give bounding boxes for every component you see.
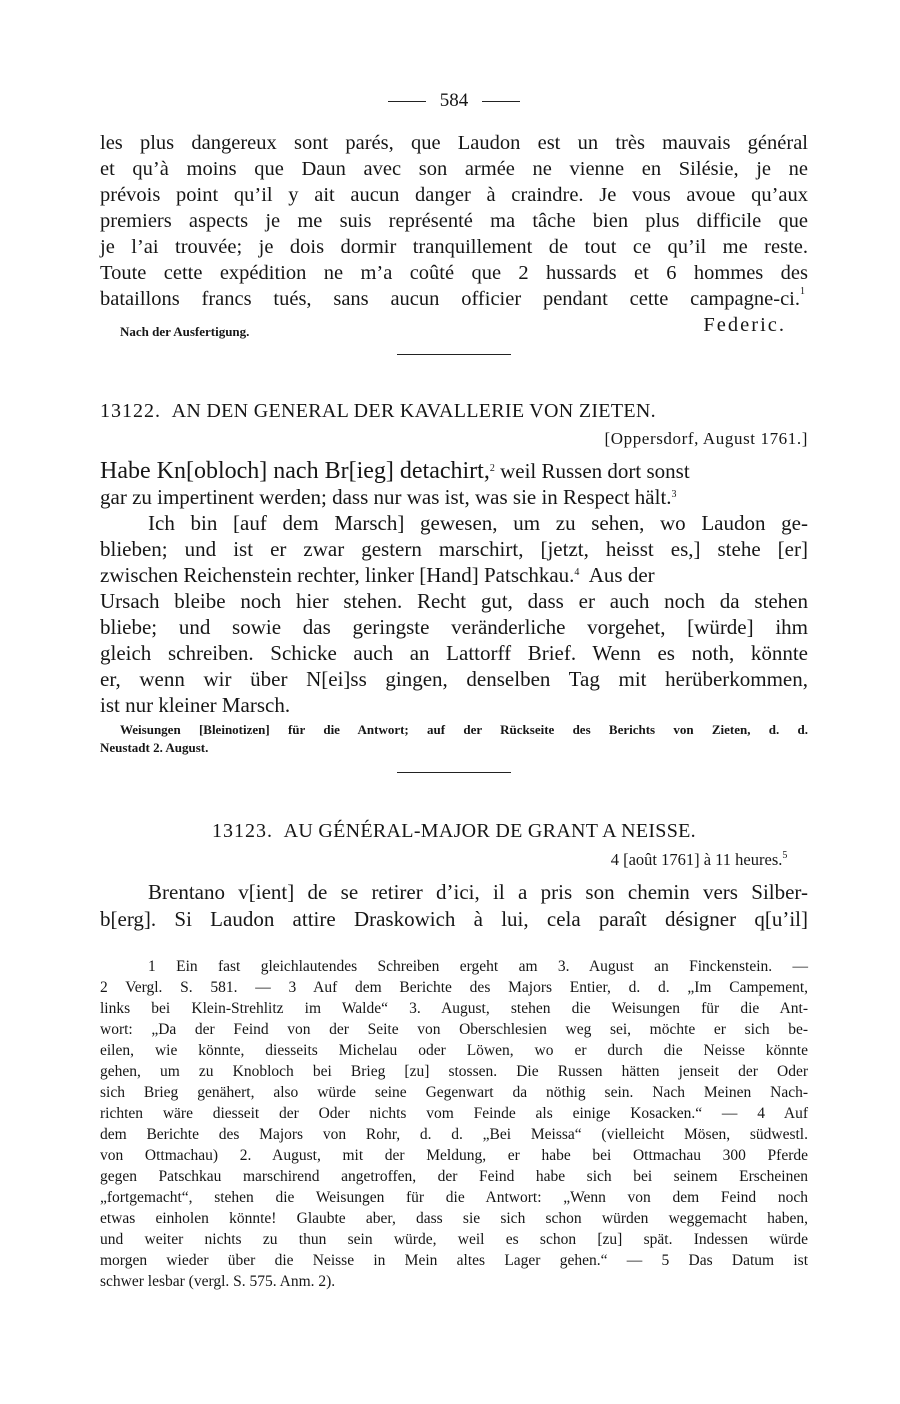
footnote-line: dem Berichte des Majors von Rohr, d. d. „Bei Meissa“ (vielleicht Mösen, südwestl. [100,1126,808,1143]
footnote-line: von Ottmachau) 2. August, mit der Meldung, er habe bei Ottmachau 300 Pferde [100,1147,808,1164]
header-dash-right [482,101,520,102]
letter-number: 13123. [212,820,273,842]
letter2-line: bliebe; und sowie das geringste veränderliche vorgehet, [würde] ihm [100,615,808,639]
letter-heading [100,400,808,423]
letter1-line: et qu’à moins que Daun avec son armée ne vienne en Silésie, je ne [100,158,808,180]
letter1-line: les plus dangereux sont parés, que Laudon est un très mauvais général [100,132,808,154]
footnote-ref: 3 [671,489,677,500]
source-note: Weisungen [Bleinotizen] für die Antwort; auf der Rückseite des Berichts von Zieten, d. d. [120,722,808,737]
page-number-header [100,90,808,112]
source-note: Neustadt 2. August. [100,740,209,755]
footnote-ref: 4 [574,567,580,578]
letter2-text: weil Russen dort sonst [494,459,690,483]
footnote-line: eilen, wie könnte, diesseits Michelau oder Löwen, wo er durch die Neisse könnte [100,1042,808,1059]
letter-number: 13122. [100,400,161,422]
letter3-text: Brentano v[ient] de se retirer d’ici, il a pris son chemin vers Silber- [148,880,808,904]
letter3-line [148,880,808,905]
letter2-text: Aus der [579,563,655,587]
letter1-line: Toute cette expédition ne m’a coûté que 2 hussards et 6 hommes des [100,262,808,284]
footnote-line: sich Brieg genähert, also würde seine Gegenwart da nöthig sein. Nach Meinen Nach- [100,1084,808,1101]
header-dash-left [388,101,426,102]
footnote-line: „fortgemacht“, stehen die Weisungen für die Antwort: „Wenn von dem Feind noch [100,1189,808,1206]
letter1-line: je l’ai trouvée; je dois dormir tranquillement de tout ce qu’il me reste. [100,236,808,258]
letter3-line: b[erg]. Si Laudon attire Draskowich à lui, cela paraît désigner q[u’il] [100,907,808,931]
letter2-line: Ich bin [auf dem Marsch] gewesen, um zu sehen, wo Laudon ge- [148,511,808,535]
letter-title: AU GÉNÉRAL-MAJOR DE GRANT A NEISSE. [283,820,696,842]
letter1-line: premiers aspects je me suis représenté ma tâche bien plus difficile que [100,210,808,232]
footnote-line: 1 Ein fast gleichlautendes Schreiben ergeht am 3. August an Finckenstein. — [148,958,808,975]
page-number: 584 [439,90,469,111]
signature: Federic. [703,314,786,336]
footnote-line: wort: „Da der Feind von der Seite von Oberschlesien weg sei, möchte er sich be- [100,1021,808,1038]
letter1-last-line [100,288,800,311]
footnote-line: richten wäre diesseit der Oder nichts vom Feinde als einige Kosacken.“ — 4 Auf [100,1105,808,1122]
letter2-line: ist nur kleiner Marsch. [100,693,291,717]
letter2-line: gleich schreiben. Schicke auch an Lattorff Brief. Wenn es noth, könnte [100,641,808,665]
letter2-line: er, wenn wir über N[ei]ss gingen, denselben Tag mit herüberkommen, [100,667,808,691]
source-note: Nach der Ausfertigung. [120,324,250,339]
letter2-text: zwischen Reichenstein rechter, linker [Hand] Patschkau. [100,563,575,587]
footnote-ref: 5 [782,850,788,861]
section-divider [397,354,511,355]
footnote-line: 2 Vergl. S. 581. — 3 Auf dem Berichte des Majors Entier, d. d. „Im Campement, [100,979,808,996]
dateline: [Oppersdorf, August 1761.] [604,429,808,448]
footnote-line: gegen Patschkau marschirend angetroffen, der Feind habe sich bei seinem Erscheinen [100,1168,808,1185]
letter2-text: Habe Kn[obloch] nach Br[ieg] detachirt, [100,458,490,484]
section-divider [397,772,511,773]
dateline-text: 4 [août 1761] à 11 heures. [610,850,783,869]
footnote-ref: 2 [489,463,495,474]
footnote-line: morgen wieder über die Neisse in Mein altes Lager gehen.“ — 5 Das Datum ist [100,1252,808,1269]
footnote-line: gehen, um zu Knobloch bei Brieg [zu] stossen. Die Russen hätten jenseit der Oder [100,1063,808,1080]
footnote-line: schwer lesbar (vergl. S. 575. Anm. 2). [100,1273,336,1290]
letter1-line: prévois point qu’il y ait aucun danger à craindre. Je vous avoue qu’aux [100,184,808,206]
dateline [100,850,808,870]
footnote-line: und weiter nichts zu thun sein würde, weil es schon [zu] spät. Indessen würde [100,1231,808,1248]
letter2-line: blieben; und ist er zwar gestern marschirt, [jetzt, heisst es,] stehe [er] [100,537,808,561]
footnote-line: etwas einholen könnte! Glaubte aber, dass sie sich schon würden weggemacht haben, [100,1210,808,1227]
letter2-line [100,485,808,510]
letter2-line [100,563,808,588]
letter2-text: gar zu impertinent werden; dass nur was ist, was sie in Respect hält. [100,485,672,509]
letter2-line [100,458,808,485]
letter-title: AN DEN GENERAL DER KAVALLERIE VON ZIETEN. [171,400,656,422]
footnote-line: links bei Klein-Strehlitz im Walde“ 3. August, stehen die Weisungen für die Ant- [100,1000,808,1017]
letter1-line: bataillons francs tués, sans aucun officier pendant cette campagne-ci. [100,288,800,310]
letter-heading [100,820,808,843]
letter2-line: Ursach bleibe noch hier stehen. Recht gut, dass er auch noch da stehen [100,589,808,613]
